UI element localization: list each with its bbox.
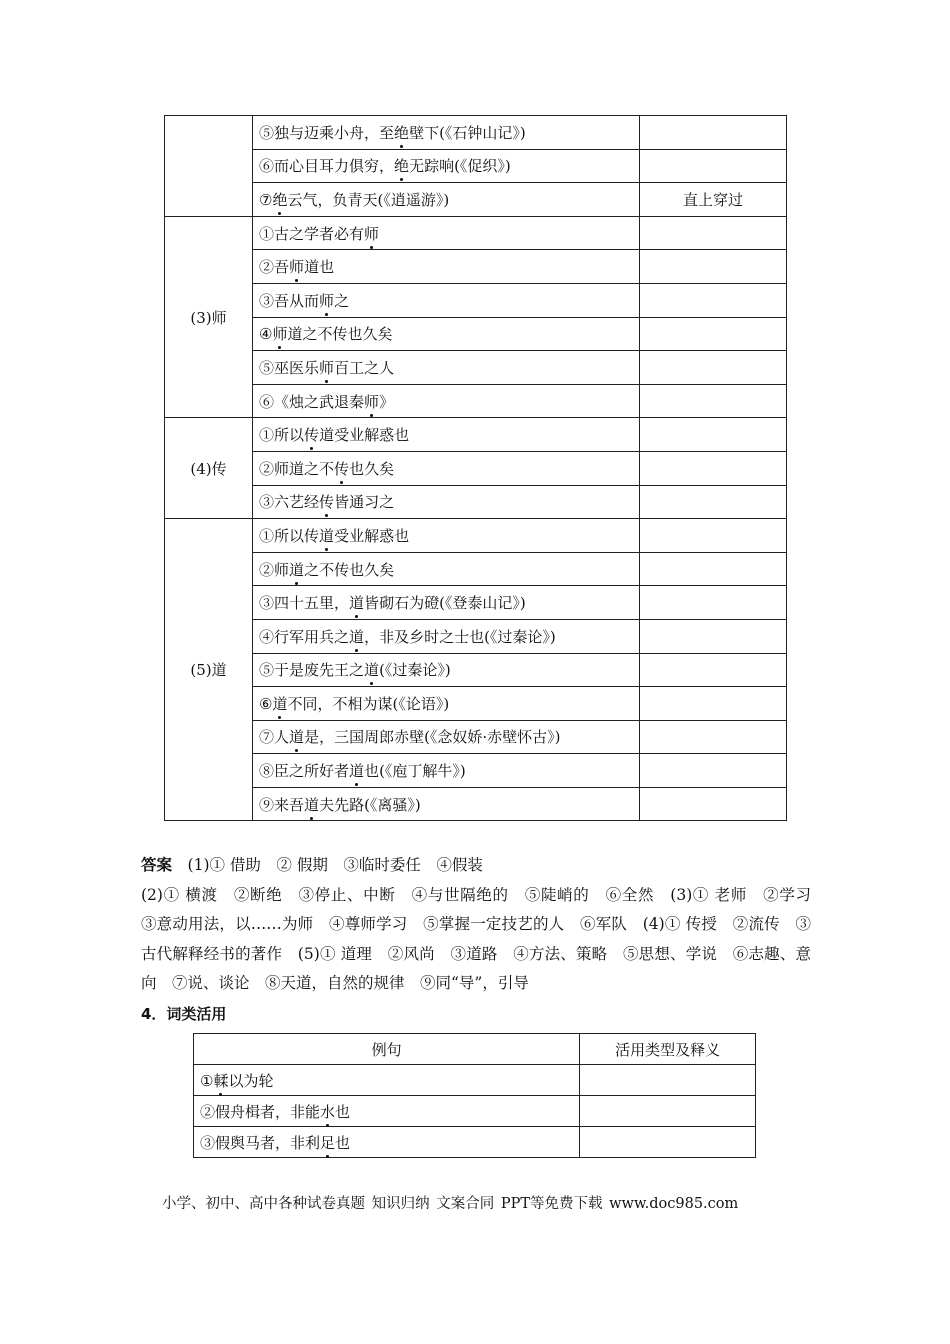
example-post: 皆通习之 bbox=[334, 493, 395, 512]
emphasized-char: 輮 bbox=[213, 1071, 229, 1090]
example-pre: ③吾从而 bbox=[259, 291, 320, 310]
table-row bbox=[165, 384, 787, 418]
emphasized-char: 道 bbox=[364, 661, 380, 680]
example-pre: ③四十五里， bbox=[259, 594, 350, 613]
table-row bbox=[165, 183, 787, 217]
meaning-cell bbox=[639, 653, 786, 687]
table-row bbox=[165, 754, 787, 788]
example-cell bbox=[253, 653, 640, 687]
meaning-cell bbox=[639, 116, 786, 150]
example-pre: ⑥而心目耳力俱穷， bbox=[259, 157, 395, 176]
answer-line1-text: (1)① 借助 ② 假期 ③临时委任 ④假装 bbox=[187, 856, 483, 874]
table-row bbox=[165, 317, 787, 351]
table-row bbox=[165, 720, 787, 754]
emphasized-char: 师 bbox=[289, 258, 305, 277]
emphasized-char: 足 bbox=[320, 1133, 336, 1152]
emphasized-char: 道 bbox=[272, 694, 288, 713]
example-pre: ① bbox=[200, 1071, 214, 1090]
table-row bbox=[165, 653, 787, 687]
example-pre: ⑨来吾 bbox=[259, 795, 305, 814]
example-cell bbox=[253, 216, 640, 250]
table-row bbox=[165, 250, 787, 284]
table-row bbox=[165, 216, 787, 250]
example-post: 百工之人 bbox=[334, 358, 395, 377]
example-pre: ②吾 bbox=[259, 258, 290, 277]
table-row bbox=[165, 519, 787, 553]
table-row bbox=[165, 451, 787, 485]
type-cell bbox=[580, 1096, 756, 1127]
example-cell bbox=[253, 519, 640, 553]
emphasized-char: 道 bbox=[289, 560, 305, 579]
example-cell bbox=[253, 586, 640, 620]
example-cell bbox=[253, 418, 640, 452]
example-cell bbox=[253, 116, 640, 150]
example-post: 道受业解惑也 bbox=[319, 426, 410, 445]
table-row bbox=[194, 1065, 756, 1096]
emphasized-char: 传 bbox=[334, 459, 350, 478]
table-row bbox=[165, 687, 787, 721]
example-post: 》 bbox=[379, 392, 395, 411]
emphasized-char: 师 bbox=[272, 325, 288, 344]
example-pre: ⑤于是废先王之 bbox=[259, 661, 365, 680]
example-post: 不同，不相为谋(《论语》) bbox=[287, 694, 450, 713]
example-pre: ⑦ bbox=[259, 190, 273, 209]
meaning-cell bbox=[639, 451, 786, 485]
example-post: 无踪响(《促织》) bbox=[409, 157, 511, 176]
table-row bbox=[165, 149, 787, 183]
table-row bbox=[165, 619, 787, 653]
example-post: 是，三国周郎赤壁(《念奴娇·赤壁怀古》) bbox=[304, 728, 561, 747]
meaning-cell bbox=[639, 250, 786, 284]
example-post: 也久矣 bbox=[349, 459, 395, 478]
example-pre: ⑥ bbox=[259, 694, 273, 713]
emphasized-char: 绝 bbox=[394, 123, 410, 142]
emphasized-char: 水 bbox=[320, 1102, 336, 1121]
example-pre: ④ bbox=[259, 325, 273, 344]
table-row bbox=[165, 485, 787, 519]
meaning-cell bbox=[639, 485, 786, 519]
example-pre: ①古之学者必有 bbox=[259, 224, 365, 243]
example-pre: ⑦人 bbox=[259, 728, 290, 747]
emphasized-char: 道 bbox=[349, 762, 365, 781]
table-row bbox=[165, 116, 787, 150]
example-cell bbox=[253, 787, 640, 821]
meaning-cell bbox=[639, 149, 786, 183]
emphasized-char: 绝 bbox=[394, 157, 410, 176]
example-post: ，非及乡时之士也(《过秦论》) bbox=[364, 627, 556, 646]
example-cell bbox=[253, 687, 640, 721]
example-cell bbox=[253, 384, 640, 418]
example-pre: ⑤巫医乐 bbox=[259, 358, 320, 377]
type-cell bbox=[580, 1127, 756, 1158]
col-header-type: 活用类型及释义 bbox=[580, 1034, 756, 1065]
example-cell bbox=[253, 317, 640, 351]
example-post: 也(《庖丁解牛》) bbox=[364, 762, 466, 781]
example-pre: ⑤独与迈乘小舟，至 bbox=[259, 123, 395, 142]
meaning-cell bbox=[639, 384, 786, 418]
emphasized-char: 师 bbox=[319, 358, 335, 377]
page-footer: 小学、初中、高中各种试卷真题 知识归纳 文案合同 PPT等免费下载 www.doc985.com bbox=[162, 1196, 739, 1212]
example-cell bbox=[253, 351, 640, 385]
word-cell: (3)师 bbox=[165, 216, 253, 418]
example-post: (《过秦论》) bbox=[379, 661, 451, 680]
example-post: 皆砌石为磴(《登泰山记》) bbox=[364, 594, 526, 613]
meaning-cell bbox=[639, 519, 786, 553]
meaning-cell bbox=[639, 586, 786, 620]
meaning-cell bbox=[639, 687, 786, 721]
example-post: 夫先路(《离骚》) bbox=[319, 795, 421, 814]
example-post: 云气，负青天(《逍遥游》) bbox=[287, 190, 450, 209]
meaning-cell bbox=[639, 283, 786, 317]
meaning-cell bbox=[639, 619, 786, 653]
meaning-cell bbox=[639, 754, 786, 788]
meaning-cell bbox=[639, 216, 786, 250]
example-pre: ①所以 bbox=[259, 426, 305, 445]
table-row bbox=[165, 351, 787, 385]
table-row bbox=[194, 1096, 756, 1127]
example-cell bbox=[253, 720, 640, 754]
example-pre: ⑧臣之所好者 bbox=[259, 762, 350, 781]
section-4-heading: 4．词类活用 bbox=[141, 1005, 227, 1023]
meaning-cell bbox=[639, 552, 786, 586]
example-cell bbox=[253, 183, 640, 217]
emphasized-char: 师 bbox=[364, 224, 380, 243]
example-post: 受业解惑也 bbox=[334, 526, 410, 545]
emphasized-char: 道 bbox=[349, 594, 365, 613]
example-cell bbox=[253, 619, 640, 653]
example-cell bbox=[253, 149, 640, 183]
emphasized-char: 传 bbox=[319, 493, 335, 512]
table-row bbox=[194, 1127, 756, 1158]
example-post: 也 bbox=[335, 1102, 351, 1121]
example-post: 也 bbox=[335, 1133, 351, 1152]
word-cell bbox=[165, 116, 253, 217]
example-post: 之不传也久矣 bbox=[304, 560, 395, 579]
example-cell bbox=[194, 1065, 580, 1096]
answer-body: (2)① 横渡 ②断绝 ③停止、中断 ④与世隔绝的 ⑤陡峭的 ⑥全然 (3)① 老师 ②学习 ③意动用法，以……为师 ④尊师学习 ⑤掌握一定技艺的人 ⑥军队 (4)① 传授 ②流传 ③古代解释经书的著作 (5)① 道理 ②风尚 ③道路 ④方法、策略 ⑤思想、学说 ⑥志趣、意向 ⑦说、谈论 ⑧天道，自然的规律 ⑨同“导”，引导 bbox=[141, 885, 827, 992]
example-post: 以为轮 bbox=[228, 1071, 274, 1090]
table-row bbox=[165, 787, 787, 821]
emphasized-char: 绝 bbox=[272, 190, 288, 209]
meaning-cell bbox=[639, 351, 786, 385]
example-post: 道之不传也久矣 bbox=[287, 325, 393, 344]
table-row bbox=[165, 586, 787, 620]
example-pre: ①所以传 bbox=[259, 526, 320, 545]
word-cell: (4)传 bbox=[165, 418, 253, 519]
example-pre: ②师 bbox=[259, 560, 290, 579]
example-post: 壁下(《石钟山记》) bbox=[409, 123, 526, 142]
word-meaning-table bbox=[164, 115, 787, 821]
emphasized-char: 传 bbox=[304, 426, 320, 445]
table-row bbox=[165, 552, 787, 586]
part-of-speech-table bbox=[193, 1033, 756, 1158]
meaning-cell: 直上穿过 bbox=[639, 183, 786, 217]
example-pre: ③六艺经 bbox=[259, 493, 320, 512]
pos-table-body bbox=[194, 1065, 756, 1158]
example-cell bbox=[253, 250, 640, 284]
example-cell bbox=[253, 754, 640, 788]
word-cell: (5)道 bbox=[165, 519, 253, 821]
emphasized-char: 道 bbox=[319, 526, 335, 545]
col-header-example: 例句 bbox=[194, 1034, 580, 1065]
example-cell bbox=[253, 283, 640, 317]
emphasized-char: 道 bbox=[304, 795, 320, 814]
example-cell bbox=[253, 485, 640, 519]
example-post: 之 bbox=[334, 291, 350, 310]
example-cell bbox=[253, 552, 640, 586]
example-pre: ②假舟楫者，非能 bbox=[200, 1102, 321, 1121]
example-post: 道也 bbox=[304, 258, 335, 277]
answer-block bbox=[141, 851, 827, 999]
meaning-cell bbox=[639, 787, 786, 821]
example-pre: ④行军用兵之 bbox=[259, 627, 350, 646]
type-cell bbox=[580, 1065, 756, 1096]
example-cell bbox=[194, 1127, 580, 1158]
emphasized-char: 道 bbox=[289, 728, 305, 747]
meaning-cell bbox=[639, 317, 786, 351]
emphasized-char: 师 bbox=[319, 291, 335, 310]
answer-label: 答案 bbox=[141, 856, 173, 874]
table-row bbox=[165, 418, 787, 452]
answer-line-1 bbox=[141, 851, 811, 881]
example-pre: ⑥《烛之武退秦 bbox=[259, 392, 365, 411]
word-table-body bbox=[165, 116, 787, 821]
table-row bbox=[165, 283, 787, 317]
meaning-cell bbox=[639, 720, 786, 754]
example-cell bbox=[253, 451, 640, 485]
example-pre: ②师道之不 bbox=[259, 459, 335, 478]
emphasized-char: 师 bbox=[364, 392, 380, 411]
emphasized-char: 道 bbox=[349, 627, 365, 646]
example-pre: ③假舆马者，非利 bbox=[200, 1133, 321, 1152]
meaning-cell bbox=[639, 418, 786, 452]
example-cell bbox=[194, 1096, 580, 1127]
